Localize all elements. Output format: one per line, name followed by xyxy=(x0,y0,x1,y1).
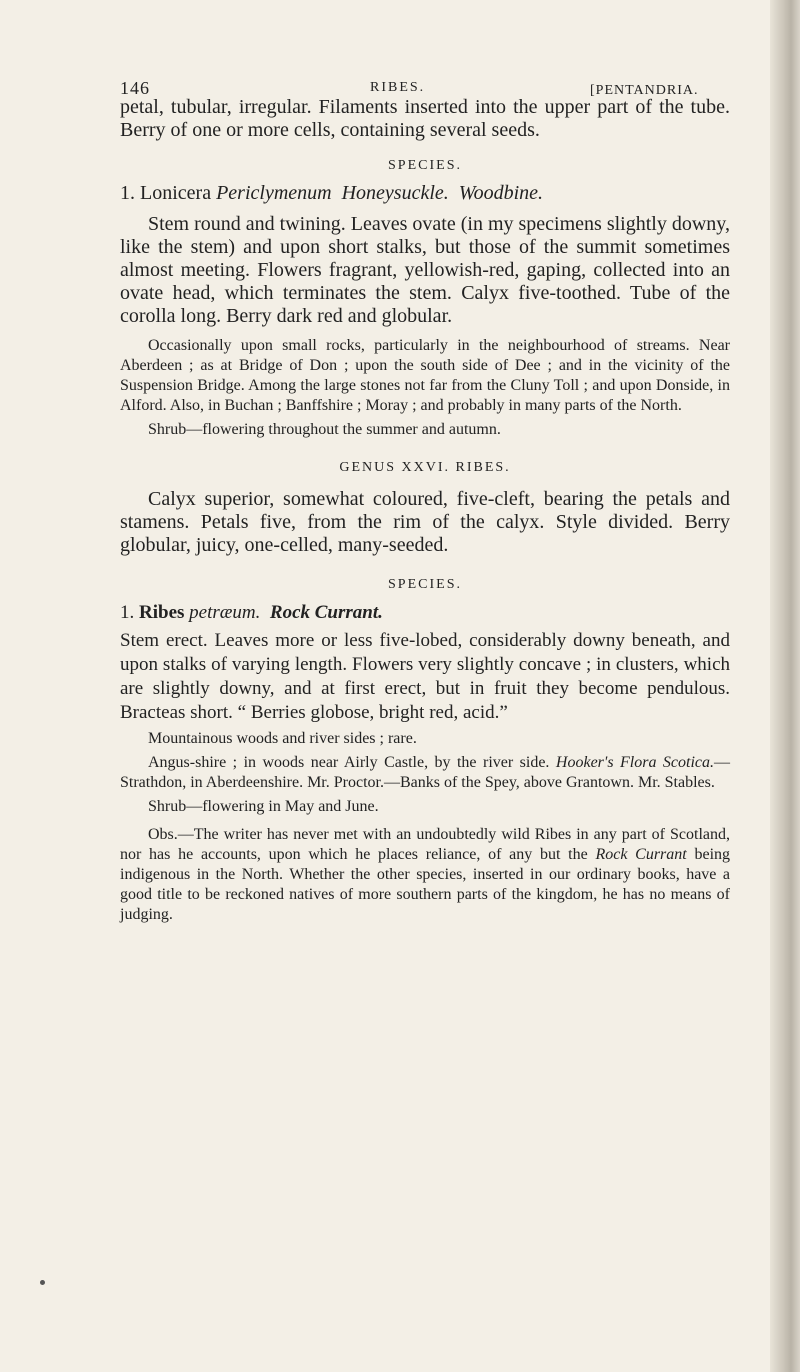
ribes-habitat: Mountainous woods and river sides ; rare. xyxy=(148,730,417,747)
page-spine-shadow xyxy=(770,0,800,1372)
lonicera-habitat: Occasionally upon small rocks, particularly in the neighbourhood of streams. Near Aberdeen ; as at Bridge of Don ; upon the south side of Dee ; and in the vicinity of the Suspension Bridge. Among the large stones not far from the Cluny Toll ; and upon Donside, in Alford. Also, in Buchan ; Banffshire ; Moray ; and probably in many parts of the North. xyxy=(120,337,730,414)
section-title: [PENTANDRIA. xyxy=(590,83,699,98)
source-citation: Hooker's Flora Scotica. xyxy=(555,754,715,771)
lonicera-heading xyxy=(120,182,730,205)
page-number: 146 xyxy=(120,78,150,98)
obs-species: Rock Currant xyxy=(595,846,687,863)
genus-description: Calyx superior, somewhat coloured, five-cleft, bearing the petals and stamens. Petals five, from the rim of the calyx. Style divided. Berry globular, juicy, one-celled, many-seeded. xyxy=(120,488,730,556)
species-heading: SPECIES. xyxy=(388,158,462,173)
obs-text: —The writer has never met with an undoubtedly wild Ribes in any part of Scotland, nor has he accounts, upon which he places reliance, of any but the xyxy=(120,826,730,863)
page-header xyxy=(0,58,800,98)
obs-text-cont: being indigenous in the North. Whether the other species, inserted in our ordinary books, have a good title to be reckoned natives of more southern parts of the kingdom, he has no means of judging. xyxy=(120,846,731,923)
species-number: 1. xyxy=(120,182,135,204)
ribes-description: Stem erect. Leaves more or less five-lobed, considerably downy beneath, and upon stalks of varying length. Flowers very slightly concave ; in clusters, which are slightly downy, and at first erect, but in fruit they become pendulous. Bracteas short. “ Berries globose, bright red, acid.” xyxy=(120,630,730,723)
genus-heading: GENUS XXVI. RIBES. xyxy=(339,460,511,475)
page-body xyxy=(120,96,730,925)
species-name: petræum. xyxy=(189,602,261,623)
observation-paragraph xyxy=(120,825,730,925)
intro-paragraph: petal, tubular, irregular. Filaments inserted into the upper part of the tube. Berry of one or more cells, containing several seeds. xyxy=(120,96,730,141)
locality-text: Angus-shire ; in woods near Airly Castle, by the river side. xyxy=(148,754,550,771)
locality-text-cont: —Strathdon, in Aberdeenshire. Mr. Proctor.—Banks of the Spey, above Grantown. Mr. Stables. xyxy=(120,754,731,791)
running-title: RIBES. xyxy=(370,80,426,95)
common-name: Rock Currant. xyxy=(269,602,383,623)
species-number: 1. xyxy=(120,602,135,623)
species-name: Periclymenum xyxy=(216,182,332,204)
lonicera-flowering: Shrub—flowering throughout the summer and autumn. xyxy=(148,421,501,438)
species-heading: SPECIES. xyxy=(388,577,462,592)
ribes-heading xyxy=(120,601,730,625)
genus-name: Ribes xyxy=(139,602,185,623)
common-name-alt: Woodbine. xyxy=(458,182,544,204)
ribes-flowering: Shrub—flowering in May and June. xyxy=(148,798,379,815)
ink-speck xyxy=(40,1280,45,1285)
genus-name: Lonicera xyxy=(140,182,212,204)
obs-label: Obs. xyxy=(148,826,178,843)
ribes-localities xyxy=(120,753,730,793)
lonicera-description: Stem round and twining. Leaves ovate (in my specimens slightly downy, like the stem) and upon short stalks, but those of the summit sometimes almost meeting. Flowers fragrant, yellowish-red, gaping, collected into an ovate head, which terminates the stem. Calyx five-toothed. Tube of the corolla long. Berry dark red and globular. xyxy=(120,213,730,327)
common-name: Honeysuckle. xyxy=(341,182,449,204)
